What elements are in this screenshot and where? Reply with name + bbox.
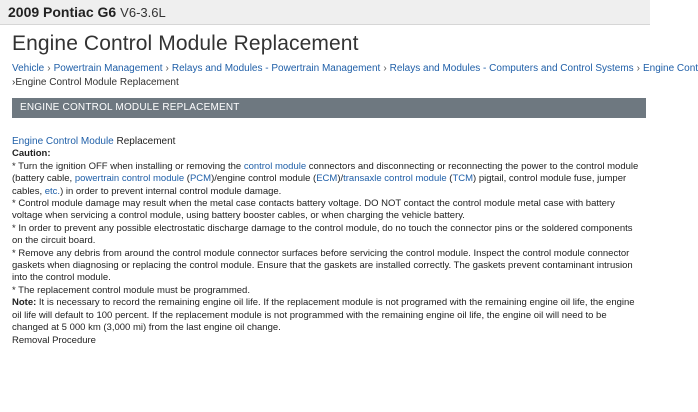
breadcrumb-separator-icon: › xyxy=(165,63,169,74)
breadcrumb-link-engine-control[interactable]: Engine Cont xyxy=(643,63,698,74)
text: ( xyxy=(446,173,453,185)
text: ) pigtail, control module fuse, jumper cables, xyxy=(12,173,627,197)
caution-title: Caution: xyxy=(12,148,51,160)
breadcrumb-link-relays-computers[interactable]: Relays and Modules - Computers and Control Systems xyxy=(389,63,634,74)
breadcrumb-link-relays-powertrain[interactable]: Relays and Modules - Powertrain Management xyxy=(171,63,381,74)
breadcrumb-current-label: Engine Control Module Replacement xyxy=(15,77,179,88)
text: connectors and disconnecting or reconnecting the power to the control module (battery cable, xyxy=(12,160,639,185)
text: )/ xyxy=(337,173,344,185)
breadcrumb-link-powertrain-management[interactable]: Powertrain Management xyxy=(53,63,163,74)
link-tcm[interactable]: TCM xyxy=(452,173,474,185)
caution-item: * In order to prevent any possible electrostatic discharge damage to the control module, do no touch the connector pins or the soldered components on the circuit board. xyxy=(12,222,633,247)
caution-item: * Remove any debris from around the control module connector surfaces before servicing the control module. Inspect the control module connector gaskets when diagnosing or replacing the control module. Ensure that the gaskets are installed correctly. The gaskets prevent contaminant intrusion into the control module. xyxy=(12,247,633,284)
caution-item: * Control module damage may result when the metal case contacts battery voltage. DO NOT contact the control module metal case with battery voltage when servicing a control module, using battery booster cables, or when charging the vehicle battery. xyxy=(12,198,615,222)
removal-procedure-title: Removal Procedure xyxy=(12,334,96,346)
procedure-heading xyxy=(12,136,644,148)
text: ) in order to prevent internal control module damage. xyxy=(60,185,282,197)
vehicle-title xyxy=(8,4,166,20)
vehicle-engine: V6-3.6L xyxy=(120,5,166,20)
text: * Turn the ignition OFF when installing or removing the xyxy=(12,160,244,172)
vehicle-header-bar xyxy=(0,0,650,25)
document-body xyxy=(12,136,644,347)
caution-item: * The replacement control module must be programmed. xyxy=(12,284,250,296)
link-powertrain-control-module[interactable]: powertrain control module xyxy=(74,173,185,185)
breadcrumb-separator-icon: › xyxy=(636,63,641,74)
note-text: It is necessary to record the remaining engine oil life. If the replacement module is not programed with the remaining engine oil life, the engine oil life will default to 100 percent. If the replacement module is not programmed with the remaining engine oil life, the engine oil will need to be changed at 5 000 km (3,000 mi) from the last engine oil change. xyxy=(12,297,635,334)
section-header xyxy=(12,98,646,118)
vehicle-model: 2009 Pontiac G6 xyxy=(8,4,117,20)
text: )/engine control module ( xyxy=(211,173,317,185)
link-pcm[interactable]: PCM xyxy=(189,173,212,185)
breadcrumb-separator-icon: › xyxy=(47,63,51,74)
heading-rest: Replacement xyxy=(113,136,176,147)
link-control-module[interactable]: control module xyxy=(243,160,307,172)
breadcrumb-separator-icon: › xyxy=(12,77,16,88)
breadcrumb xyxy=(12,62,698,76)
note-label: Note: xyxy=(12,297,37,309)
section-header-label: ENGINE CONTROL MODULE REPLACEMENT xyxy=(20,102,240,113)
link-etc[interactable]: etc. xyxy=(44,185,61,197)
caution-item xyxy=(12,161,644,198)
text: ( xyxy=(184,173,190,185)
link-transaxle-control-module[interactable]: transaxle control module xyxy=(343,173,447,185)
link-ecm[interactable]: ECM xyxy=(316,173,338,185)
heading-link-engine-control-module[interactable]: Engine Control Module xyxy=(12,136,114,147)
breadcrumb-current xyxy=(12,76,179,90)
breadcrumb-link-vehicle[interactable]: Vehicle xyxy=(12,63,45,74)
note-paragraph xyxy=(12,297,644,334)
breadcrumb-separator-icon: › xyxy=(383,63,387,74)
page-title: Engine Control Module Replacement xyxy=(12,32,359,55)
